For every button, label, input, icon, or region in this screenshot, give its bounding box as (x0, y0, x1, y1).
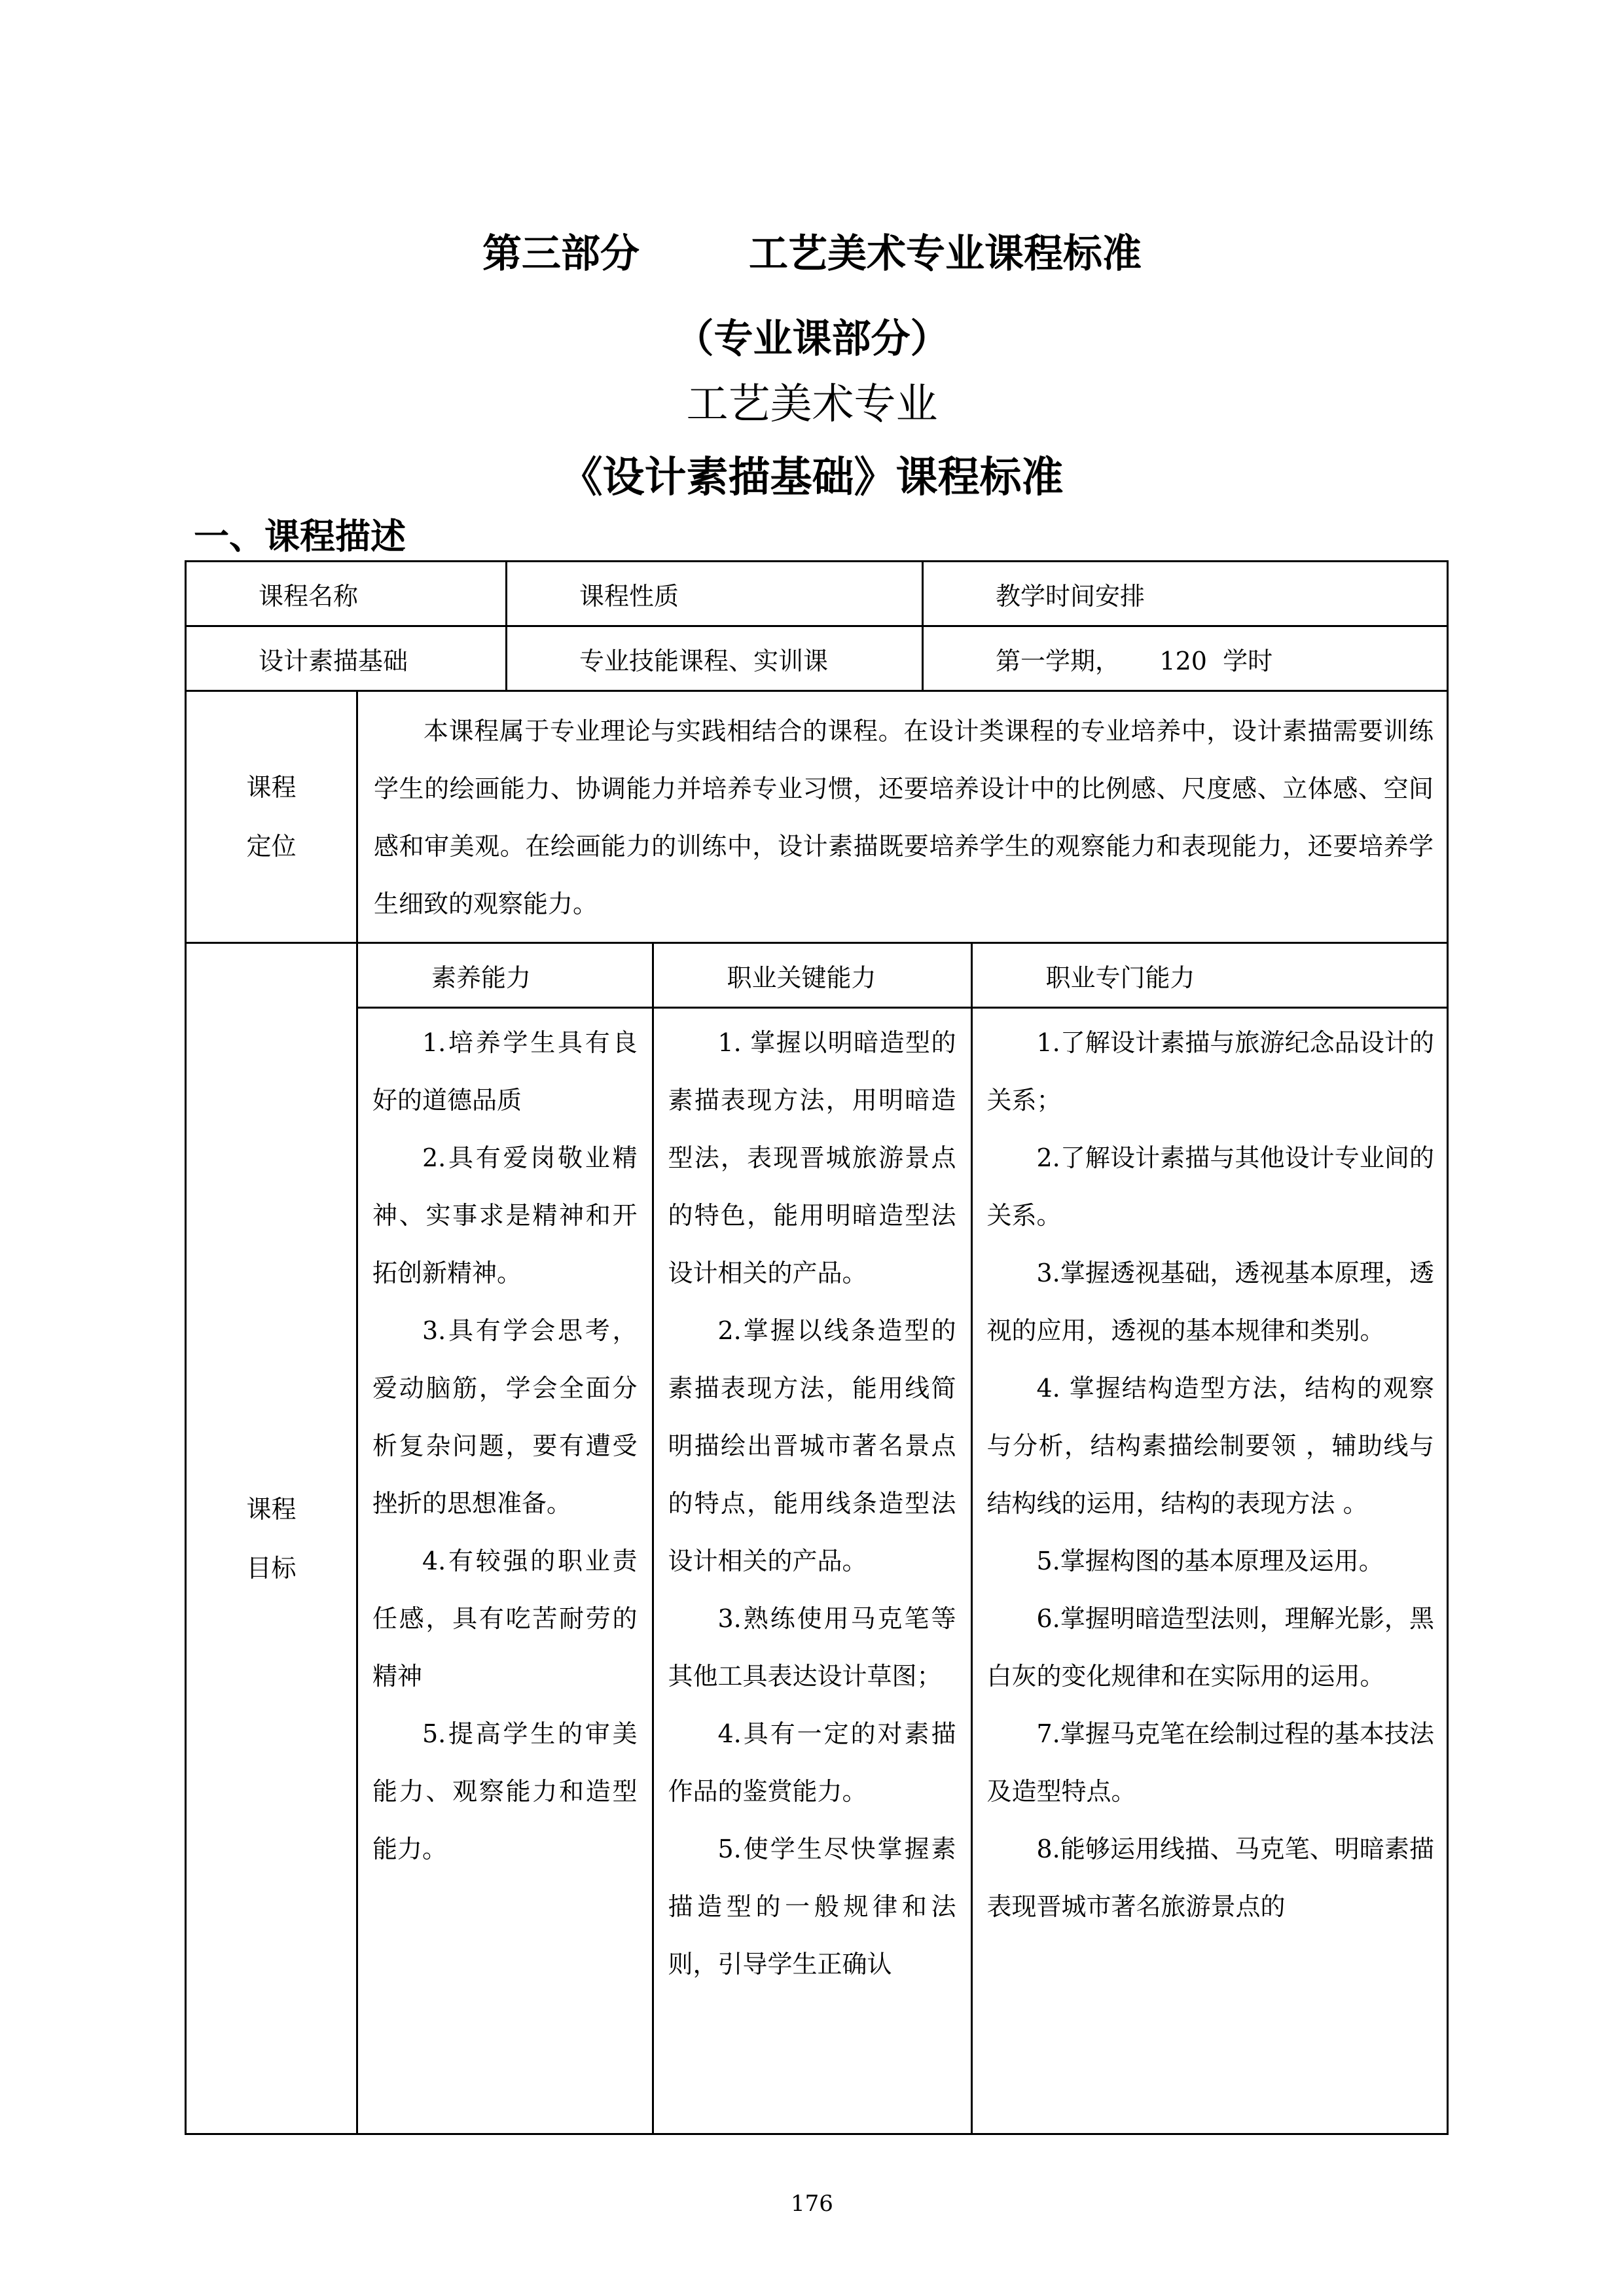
list-item: 3.熟练使用马克笔等其他工具表达设计草图； (668, 1604, 956, 1691)
list-item: 3.掌握透视基础，透视基本原理，透视的应用，透视的基本规律和类别。 (986, 1259, 1434, 1345)
list-item: 5.提高学生的审美能力、观察能力和造型能力。 (372, 1719, 638, 1863)
objectives-header-row (358, 944, 1449, 1008)
specialized-ability-column (971, 1008, 1449, 2134)
positioning-label (186, 691, 357, 943)
column-title-key-ability: 职业关键能力 (653, 944, 971, 1008)
header-course-name: 课程名称 (186, 562, 507, 626)
objectives-label-line2: 目标 (246, 1553, 297, 1583)
list-item: 1.了解设计素描与旅游纪念品设计的关系； (986, 1028, 1434, 1115)
course-title: 《设计素描基础》课程标准 (560, 454, 1064, 502)
column-title-literacy: 素养能力 (358, 944, 653, 1008)
list-item: 5.使学生尽快掌握素描造型的一般规律和法则，引导学生正确认 (668, 1835, 956, 1979)
positioning-row (186, 691, 1448, 943)
part-title: 第三部分 工艺美术专业课程标准 (482, 231, 1142, 277)
list-item: 6.掌握明暗造型法则，理解光影，黑白灰的变化规律和在实际用的运用。 (986, 1604, 1434, 1691)
list-item: 1. 掌握以明暗造型的素描表现方法，用明暗造型法，表现晋城旅游景点的特色，能用明暗造型法设计相关的产品。 (668, 1028, 956, 1287)
info-course-name: 设计素描基础 (186, 626, 507, 691)
list-item: 4. 掌握结构造型方法，结构的观察与分析，结构素描绘制要领 ，辅助线与结构线的运用，结构的表现方法 。 (986, 1374, 1434, 1518)
list-item: 2.掌握以线条造型的素描表现方法，能用线简明描绘出晋城市著名景点的特点，能用线条造型法设计相关的产品。 (668, 1316, 956, 1575)
column-title-specialized-ability: 职业专门能力 (971, 944, 1449, 1008)
objectives-content (357, 943, 1448, 2134)
list-item: 1.培养学生具有良好的道德品质 (372, 1028, 638, 1115)
header-course-nature: 课程性质 (507, 562, 923, 626)
table-header-row (186, 562, 1448, 626)
list-item: 5.掌握构图的基本原理及运用。 (1036, 1547, 1384, 1575)
key-ability-column (653, 1008, 971, 2134)
objectives-label (186, 943, 357, 2134)
header-schedule: 教学时间安排 (923, 562, 1448, 626)
info-course-nature: 专业技能课程、实训课 (507, 626, 923, 691)
list-item: 2.了解设计素描与其他设计专业间的关系。 (986, 1143, 1434, 1230)
list-item: 8.能够运用线描、马克笔、明暗素描表现晋城市著名旅游景点的 (986, 1835, 1434, 1921)
positioning-text: 本课程属于专业理论与实践相结合的课程。在设计类课程的专业培养中，设计素描需要训练学生的绘画能力、协调能力并培养专业习惯，还要培养设计中的比例感、尺度感、立体感、空间感和审美观。在绘画能力的训练中，设计素描既要培养学生的观察能力和表现能力，还要培养学生细致的观察能力。 (357, 691, 1448, 943)
positioning-label-line2: 定位 (246, 832, 297, 861)
objectives-label-line1: 课程 (246, 1494, 297, 1524)
literacy-column (358, 1008, 653, 2134)
info-schedule: 第一学期， 120 学时 (923, 626, 1448, 691)
list-item: 4.具有一定的对素描作品的鉴赏能力。 (668, 1719, 956, 1806)
list-item: 7.掌握马克笔在绘制过程的基本技法及造型特点。 (986, 1719, 1434, 1806)
objectives-row (186, 943, 1448, 2134)
list-item: 2.具有爱岗敬业精神、实事求是精神和开拓创新精神。 (372, 1143, 638, 1287)
positioning-label-line1: 课程 (246, 773, 297, 802)
major-title: 工艺美术专业 (686, 380, 938, 429)
objectives-inner-table (358, 944, 1449, 2133)
table-info-row (186, 626, 1448, 691)
list-item: 4.有较强的职业责任感，具有吃苦耐劳的精神 (372, 1547, 638, 1691)
page-number: 176 (791, 2191, 833, 2217)
section-subtitle: （专业课部分） (674, 316, 950, 362)
list-item: 3.具有学会思考，爱动脑筋，学会全面分析复杂问题，要有遭受挫折的思想准备。 (372, 1316, 638, 1518)
objectives-body-row (358, 1008, 1449, 2134)
course-description-table (185, 560, 1449, 2135)
section-heading: 一、课程描述 (194, 516, 406, 557)
